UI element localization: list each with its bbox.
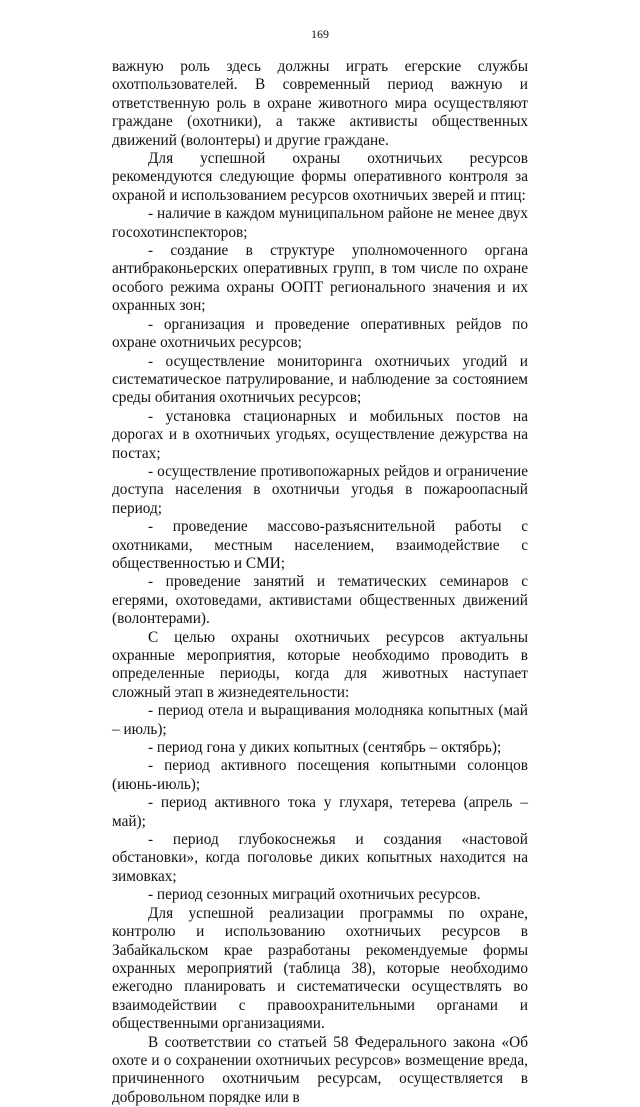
paragraph: - организация и проведение оперативных рейдов по охране охотничьих ресурсов; xyxy=(112,315,528,352)
paragraph: - наличие в каждом муниципальном районе не менее двух госохотинспекторов; xyxy=(112,205,528,241)
paragraph: - период активного тока у глухаря, тетерева (апрель – май); xyxy=(112,794,528,830)
paragraph: - проведение занятий и тематических семинаров с егерями, охотоведами, активистами общественных движений (волонтерами). xyxy=(112,573,528,628)
paragraph: - период гона у диких копытных (сентябрь – октябрь); xyxy=(148,739,502,757)
paragraph: - период сезонных миграций охотничьих ресурсов. xyxy=(148,886,481,904)
paragraph: Для успешной охраны охотничьих ресурсов рекомендуются следующие формы оперативного контроля за охраной и использованием ресурсов охотничьих зверей и птиц: xyxy=(112,150,528,204)
paragraph: Для успешной реализации программы по охране, контролю и использованию охотничьих ресурсов в Забайкальском крае разработаны рекомендуемые формы охранных мероприятий (таблица 38), которые необходимо ежегодно планировать и систематически осуществлять во взаимодействии с правоохранительными органами и общественными организациями. xyxy=(112,904,528,1033)
paragraph: - период глубокоснежья и создания «настовой обстановки», когда поголовье диких копытных находится на зимовках; xyxy=(112,831,528,885)
body-text xyxy=(112,58,528,1107)
paragraph: - установка стационарных и мобильных постов на дорогах и в охотничьих угодьях, осуществление дежурства на постах; xyxy=(112,407,528,462)
paragraph: - период отела и выращивания молодняка копытных (май – июль); xyxy=(112,702,528,738)
paragraph: - осуществление мониторинга охотничьих угодий и систематическое патрулирование, и наблюдение за состоянием среды обитания охотничьих ресурсов; xyxy=(112,352,528,407)
paragraph: - осуществление противопожарных рейдов и ограничение доступа населения в охотничьи угодья в пожароопасный период; xyxy=(112,462,528,517)
paragraph: С целью охраны охотничьих ресурсов актуальны охранные мероприятия, которые необходимо проводить в определенные периоды, когда для животных наступает сложный этап в жизнедеятельности: xyxy=(112,628,528,701)
paragraph: важную роль здесь должны играть егерские службы охотпользователей. В современный период важную и ответственную роль в охране животного мира осуществляют граждане (охотники), а также активисты общественных движений (волонтеры) и другие граждане. xyxy=(112,58,528,149)
paragraph: - период активного посещения копытными солонцов (июнь-июль); xyxy=(112,757,528,793)
paragraph: В соответствии со статьей 58 Федерального закона «Об охоте и о сохранении охотничьих ресурсов» возмещение вреда, причиненного охотничьим ресурсам, осуществляется в добровольном порядке или в xyxy=(112,1033,528,1106)
page-number: 169 xyxy=(311,27,329,41)
paragraph: - создание в структуре уполномоченного органа антибраконьерских оперативных групп, в том числе по охране особого режима охраны ООПТ регионального значения и их охранных зон; xyxy=(112,242,528,315)
paragraph: - проведение массово-разъяснительной работы с охотниками, местным населением, взаимодействие с общественностью и СМИ; xyxy=(112,518,528,572)
